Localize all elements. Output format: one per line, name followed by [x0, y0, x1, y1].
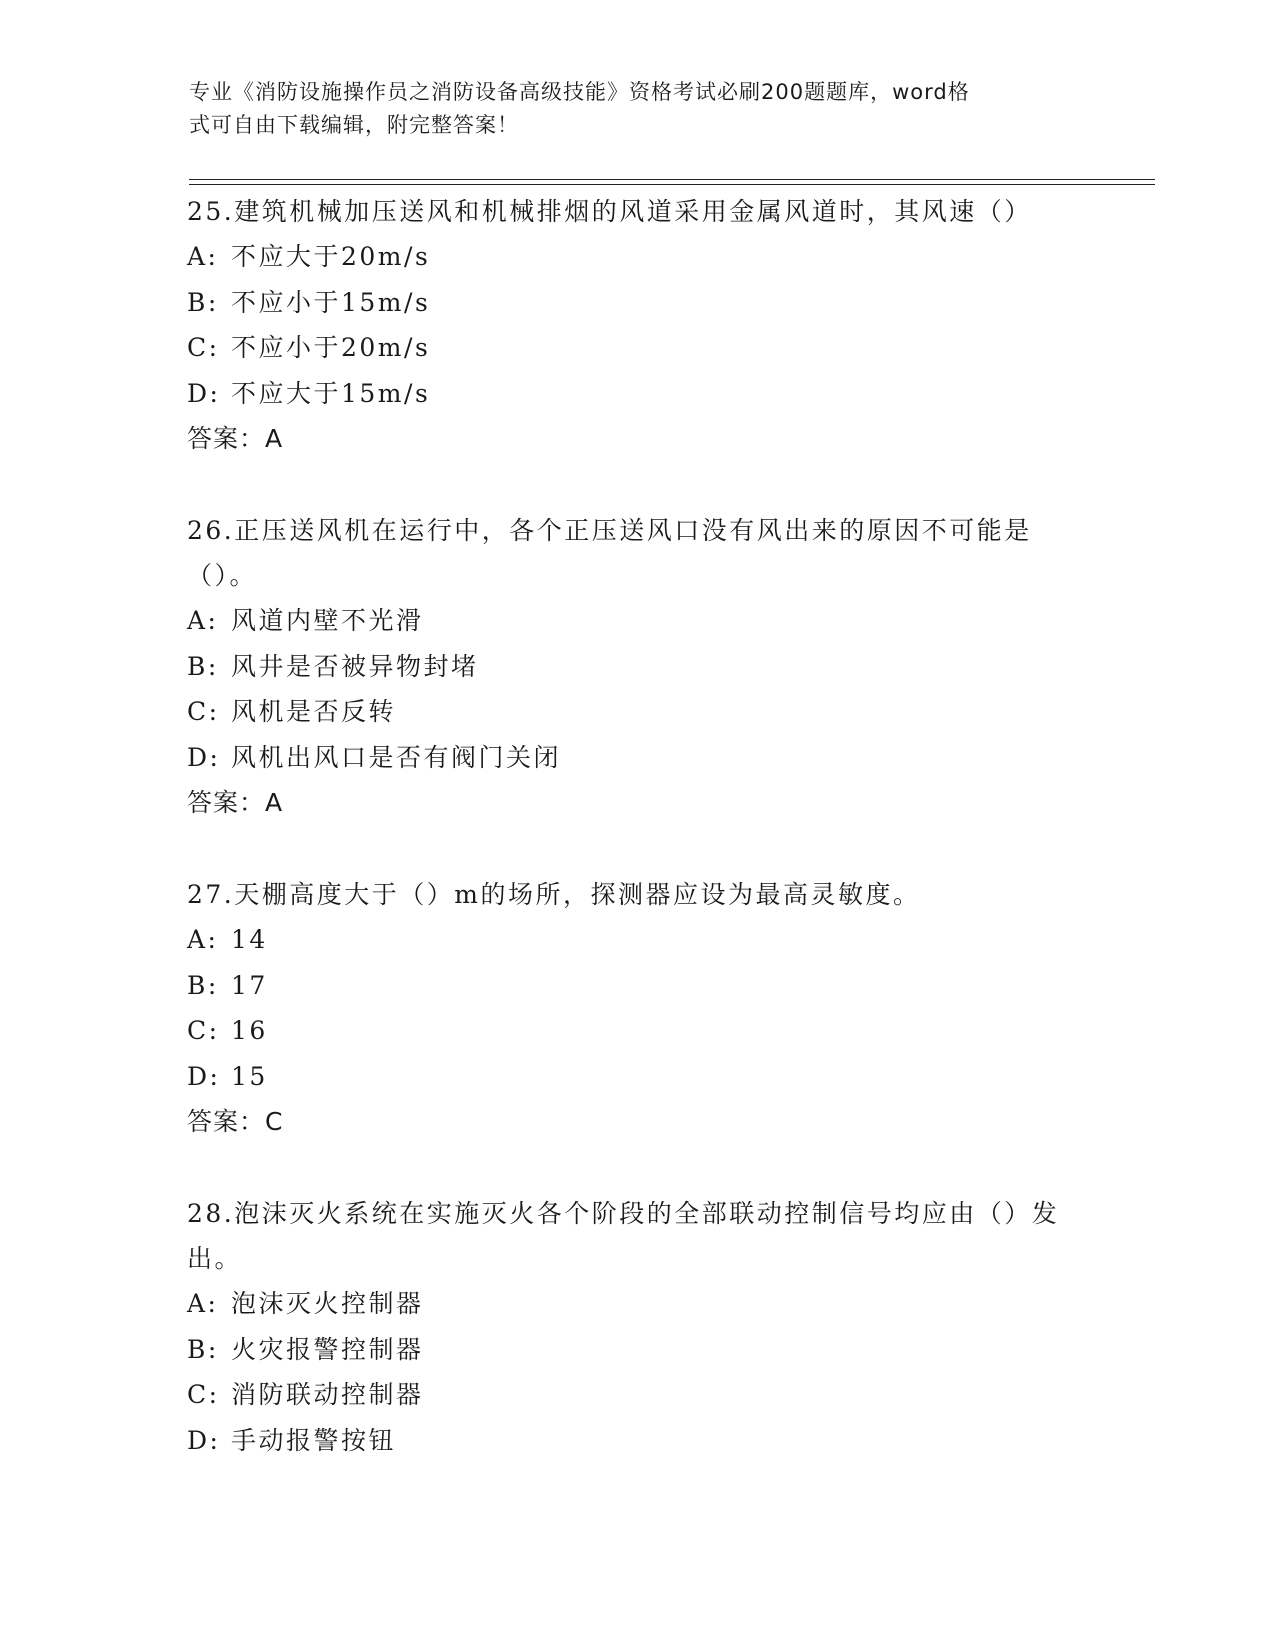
- option-text: 风井是否被异物封堵: [231, 651, 479, 681]
- option-letter: B:: [187, 651, 219, 681]
- option-letter: D:: [187, 1425, 221, 1455]
- option-d: [187, 735, 1087, 781]
- answer-line: 答案：C: [187, 1107, 284, 1136]
- option-c: [187, 1372, 1087, 1418]
- header-divider-bottom: [189, 184, 1155, 185]
- option-letter: D:: [187, 1061, 221, 1091]
- option-b: [187, 280, 1087, 326]
- option-text: 17: [231, 970, 268, 1000]
- option-a: [187, 917, 1087, 963]
- option-letter: C:: [187, 697, 220, 726]
- header-divider-top: [189, 179, 1155, 180]
- option-c: [187, 689, 1087, 735]
- option-a: [187, 234, 1087, 280]
- option-letter: C:: [187, 1016, 220, 1045]
- option-text: 15: [231, 1061, 268, 1091]
- option-a: [187, 598, 1087, 644]
- option-text: 不应小于15m/s: [231, 287, 431, 317]
- option-text: 不应小于20m/s: [231, 333, 431, 362]
- question-stem: 28.泡沫灭火系统在实施灭火各个阶段的全部联动控制信号均应由（）发出。: [187, 1199, 1060, 1273]
- answer-line: 答案：A: [187, 424, 284, 453]
- question-stem: 26.正压送风机在运行中，各个正压送风口没有风出来的原因不可能是（）。: [187, 516, 1032, 590]
- header-line-2: 式可自由下载编辑，附完整答案！: [189, 113, 519, 137]
- question-25: [187, 189, 1087, 461]
- option-text: 火灾报警控制器: [231, 1334, 424, 1364]
- option-c: [187, 325, 1087, 371]
- question-28: [187, 1191, 1087, 1463]
- option-letter: B:: [187, 1334, 219, 1364]
- option-d: [187, 1418, 1087, 1464]
- option-b: [187, 1327, 1087, 1373]
- option-text: 风机是否反转: [231, 697, 397, 726]
- option-letter: A:: [187, 242, 219, 271]
- option-d: [187, 371, 1087, 417]
- option-text: 风机出风口是否有阀门关闭: [231, 742, 562, 772]
- question-27: [187, 872, 1087, 1144]
- option-text: 14: [231, 925, 268, 954]
- option-text: 不应大于15m/s: [231, 378, 431, 408]
- option-c: [187, 1008, 1087, 1054]
- document-header: [189, 76, 1089, 142]
- option-a: [187, 1281, 1087, 1327]
- header-line-1: 专业《消防设施操作员之消防设备高级技能》资格考试必刷200题题库，word格: [189, 80, 970, 104]
- option-b: [187, 963, 1087, 1009]
- option-letter: B:: [187, 287, 219, 317]
- option-letter: B:: [187, 970, 219, 1000]
- option-letter: D:: [187, 378, 221, 408]
- option-text: 不应大于20m/s: [231, 242, 431, 271]
- option-letter: D:: [187, 742, 221, 772]
- option-text: 泡沫灭火控制器: [231, 1289, 424, 1318]
- option-text: 风道内壁不光滑: [231, 606, 424, 635]
- option-b: [187, 644, 1087, 690]
- option-letter: A:: [187, 925, 219, 954]
- option-letter: C:: [187, 333, 220, 362]
- option-d: [187, 1054, 1087, 1100]
- option-text: 消防联动控制器: [231, 1380, 424, 1409]
- question-26: [187, 508, 1087, 825]
- option-letter: A:: [187, 1289, 219, 1318]
- answer-line: 答案：A: [187, 788, 284, 817]
- question-stem: 25.建筑机械加压送风和机械排烟的风道采用金属风道时，其风速（）: [187, 197, 1032, 226]
- option-text: 16: [231, 1016, 268, 1045]
- option-letter: C:: [187, 1380, 220, 1409]
- option-letter: A:: [187, 606, 219, 635]
- option-text: 手动报警按钮: [231, 1425, 397, 1455]
- question-stem: 27.天棚高度大于（）m的场所，探测器应设为最高灵敏度。: [187, 880, 921, 909]
